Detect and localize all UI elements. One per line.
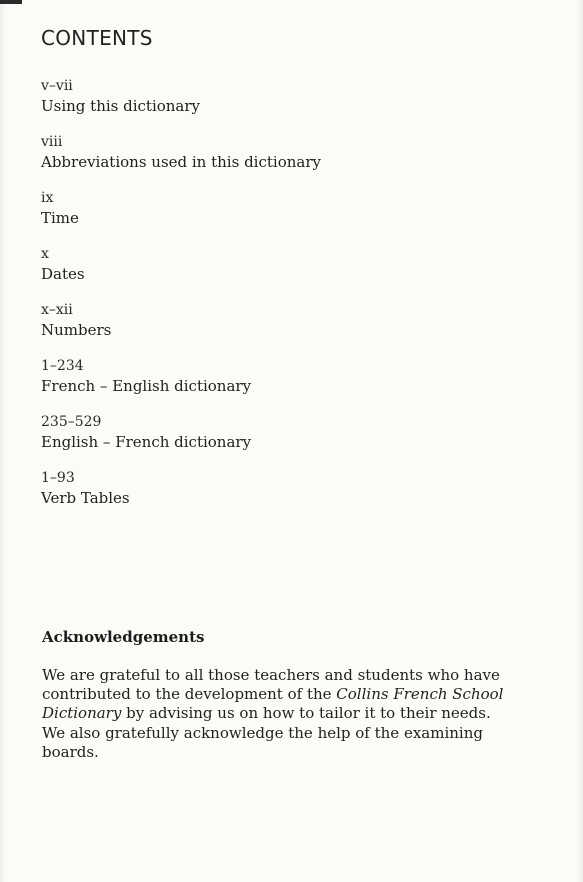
toc-page-range: viii [41, 134, 63, 150]
toc-entry [41, 77, 321, 133]
toc-entry [41, 469, 321, 525]
toc-entry [41, 189, 321, 245]
dictionary-title: Collins French School Dictionary [42, 685, 504, 723]
toc-entry-title: French – English dictionary [41, 377, 252, 395]
page-right-edge [576, 0, 583, 882]
toc-entry-title: Dates [41, 265, 85, 283]
toc-entry-title: Using this dictionary [41, 97, 201, 115]
toc-entry [41, 245, 321, 301]
acknowledgements-text [42, 666, 504, 762]
toc-page-range: 1–234 [41, 358, 84, 374]
toc-page-range: v–vii [41, 78, 73, 94]
toc-page-range: 1–93 [41, 470, 75, 486]
toc-entry [41, 133, 321, 189]
toc-entry-title: Abbreviations used in this dictionary [41, 153, 321, 171]
toc-entry [41, 357, 321, 413]
table-of-contents [41, 77, 321, 525]
acknowledgements-text-start: We are grateful to all those teachers and students who have contributed to the development of the [42, 666, 500, 704]
toc-entry-title: Numbers [41, 321, 112, 339]
toc-page-range: x [41, 246, 49, 262]
acknowledgements-text-end: by advising us on how to tailor it to their needs. We also gratefully acknowledge the help of the examining boards. [42, 704, 491, 761]
page-shadow [0, 0, 6, 882]
toc-entry-title: English – French dictionary [41, 433, 252, 451]
page-title: CONTENTS [41, 26, 153, 50]
toc-page-range: ix [41, 190, 54, 206]
page-corner-mark [0, 0, 22, 4]
acknowledgements-heading: Acknowledgements [42, 628, 205, 646]
toc-page-range: 235–529 [41, 414, 102, 430]
toc-entry [41, 301, 321, 357]
toc-entry-title: Verb Tables [41, 489, 130, 507]
toc-entry [41, 413, 321, 469]
toc-entry-title: Time [41, 209, 79, 227]
toc-page-range: x–xii [41, 302, 73, 318]
